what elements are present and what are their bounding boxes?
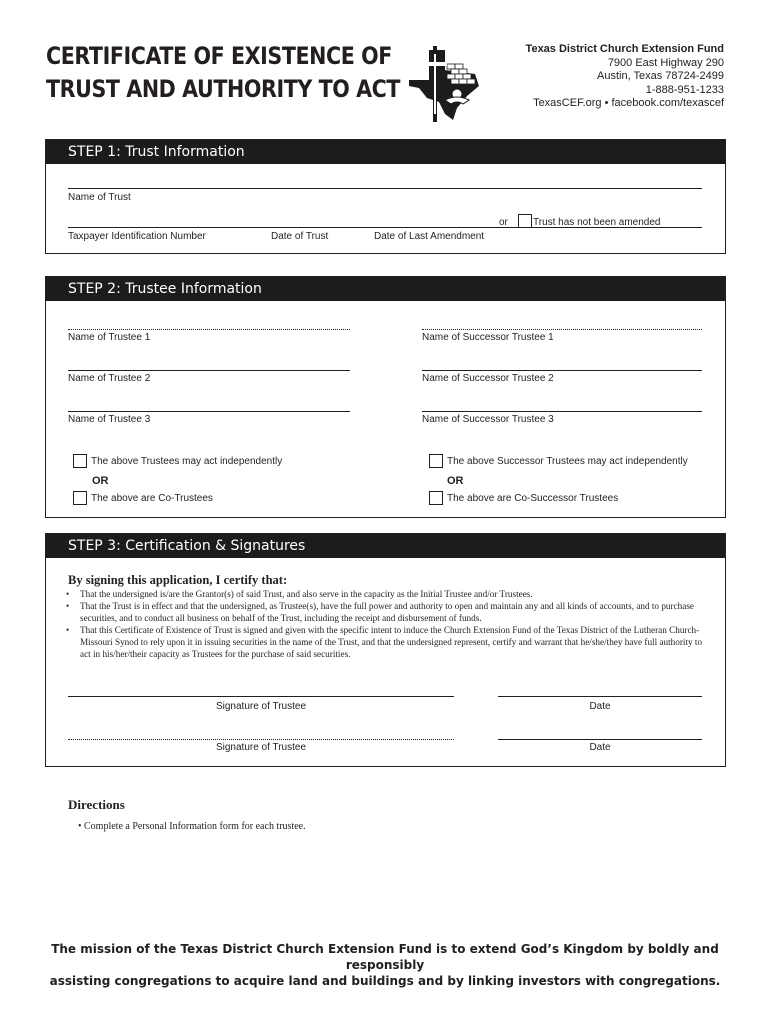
signature2-label: Signature of Trustee [215,742,307,753]
mission-line-1: The mission of the Texas District Church Extension Fund is to extend God’s Kingdom by boldly and responsibly [51,942,719,972]
act-independently-label: The above Trustees may act independently [91,456,283,467]
step2-heading: STEP 2: Trustee Information [46,277,725,301]
step1-section [45,139,726,254]
trustee3-line[interactable] [68,411,350,412]
successor-act-independently-label: The above Successor Trustees may act independently [447,456,688,467]
act-independently-checkbox[interactable] [73,454,87,468]
org-name: Texas District Church Extension Fund [525,43,724,55]
co-trustees-checkbox[interactable] [73,491,87,505]
trustee3-label: Name of Trustee 3 [68,414,151,425]
title-line-1: CERTIFICATE OF EXISTENCE OF [46,42,392,70]
trustee2-label: Name of Trustee 2 [68,373,151,384]
trustee2-line[interactable] [68,370,350,371]
co-successor-checkbox[interactable] [429,491,443,505]
date2-label: Date [589,742,611,753]
mission-statement [40,941,730,989]
date1-label: Date [589,701,611,712]
directions-item: • Complete a Personal Information form for each trustee. [78,821,306,832]
signature2-line[interactable] [68,739,454,740]
certify-heading: By signing this application, I certify that: [68,573,288,587]
title-line-2: TRUST AND AUTHORITY TO ACT [46,75,401,103]
name-of-trust-line[interactable] [68,188,702,189]
date-last-amendment-label: Date of Last Amendment [374,231,485,242]
mission-line-2: assisting congregations to acquire land and buildings and by linking investors with congregations. [49,974,721,988]
page-title [46,40,458,106]
certification-item: • That the Trust is in effect and that the undersigned, as Trustee(s), have the full power and authority to open and maintain any and all kinds of accounts, and to purchase securities, and to conduct all business on behalf of the Trust, including the receipt and disbursement of funds. [66,600,706,624]
org-address-1: 7900 East Highway 290 [607,56,724,69]
step2-section [45,276,726,518]
date-of-trust-label: Date of Trust [271,231,329,242]
step1-heading: STEP 1: Trust Information [46,140,725,164]
org-web[interactable]: TexasCEF.org • facebook.com/texascef [533,97,724,109]
org-contact-block [526,43,724,111]
not-amended-label: Trust has not been amended [533,217,661,228]
successor-act-independently-checkbox[interactable] [429,454,443,468]
date1-line[interactable] [498,696,702,697]
not-amended-checkbox[interactable] [518,214,532,228]
step3-heading: STEP 3: Certification & Signatures [46,534,725,558]
or-label-successors: OR [447,475,464,487]
trustee1-label: Name of Trustee 1 [68,332,151,343]
successor3-label: Name of Successor Trustee 3 [422,414,554,425]
successor1-line[interactable] [422,329,702,330]
trustee1-line[interactable] [68,329,350,330]
certification-item: • That the undersigned is/are the Grantor(s) of said Trust, and also serve in the capacity as the Initial Trustee and/or Trustees. [66,588,706,600]
signature1-label: Signature of Trustee [215,701,307,712]
texas-church-logo-icon [405,44,495,124]
successor2-line[interactable] [422,370,702,371]
step3-section [45,533,726,767]
successor2-label: Name of Successor Trustee 2 [422,373,554,384]
successor1-label: Name of Successor Trustee 1 [422,332,554,343]
date2-line[interactable] [498,739,702,740]
directions-heading: Directions [68,797,125,812]
org-phone: 1-888-951-1233 [645,83,724,96]
or-label: or [499,217,508,228]
signature1-line[interactable] [68,696,454,697]
or-label-trustees: OR [92,475,109,487]
certification-list [66,588,706,660]
co-trustees-label: The above are Co-Trustees [91,493,213,504]
successor3-line[interactable] [422,411,702,412]
org-address-2: Austin, Texas 78724-2499 [597,70,724,82]
taxpayer-id-label: Taxpayer Identification Number [68,231,206,242]
co-successor-label: The above are Co-Successor Trustees [447,493,619,504]
certification-item: • That this Certificate of Existence of Trust is signed and given with the specific intent to induce the Church Extension Fund of the Texas District of the Lutheran Church-Missouri Synod to rely upon it in issuing securities in the name of the Trust, and that the undersigned represent, certify and warrant that he/she/they have full authority to act in his/her/their capacity as Trustees for the purchase of said securities. [66,624,706,660]
name-of-trust-label: Name of Trust [68,192,131,203]
